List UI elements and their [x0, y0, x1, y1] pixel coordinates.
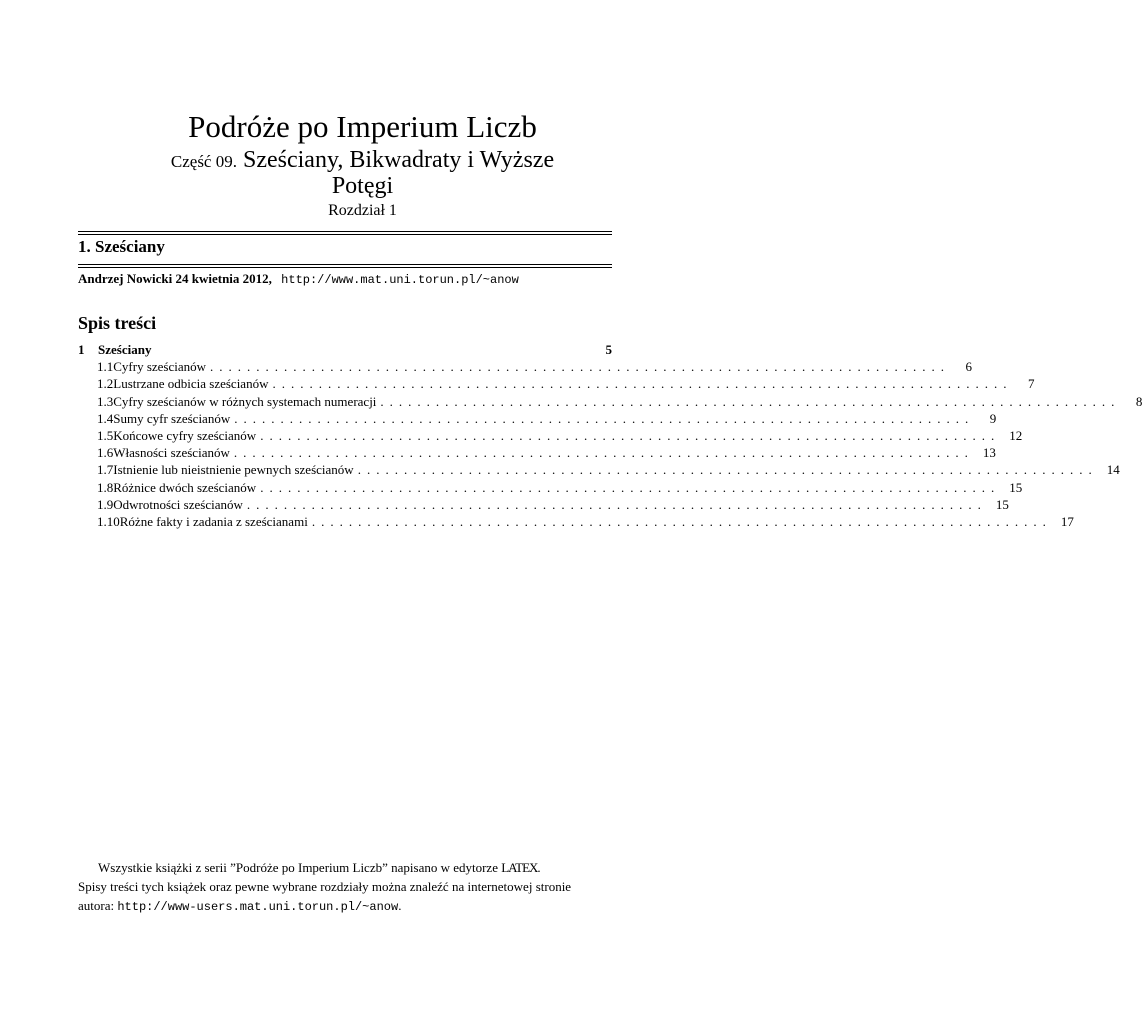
toc-entry-main[interactable] [78, 341, 612, 358]
footer-text-1: Wszystkie książki z serii ”Podróże po Imperium Liczb” napisano w edytorze [98, 860, 498, 875]
toc-entry-number: 1.3 [97, 393, 114, 409]
footer-author-label: autora: [78, 898, 115, 913]
toc-entry[interactable] [78, 375, 1035, 392]
mid-rule-2 [78, 267, 612, 268]
toc-leader-dots: ................................................................................ [260, 427, 1001, 443]
toc-entry[interactable] [78, 479, 1023, 496]
toc-entry-page: 9 [989, 410, 997, 426]
toc-entry-page: 15 [1009, 479, 1023, 495]
toc-entry-number: 1.6 [97, 445, 114, 461]
toc-entry-page: 8 [1135, 393, 1142, 409]
document-title: Podróże po Imperium Liczb [188, 109, 537, 144]
toc-entry-page: 14 [1106, 462, 1120, 478]
toc-entry[interactable] [78, 496, 1009, 513]
footer-note [78, 858, 618, 917]
toc-entry[interactable] [78, 461, 1120, 478]
toc-entry-label: Końcowe cyfry sześcianów [113, 427, 257, 443]
section-title: 1. Sześciany [78, 237, 165, 256]
toc-heading: Spis treści [78, 313, 157, 333]
toc-leader-dots: ................................................................................ [210, 359, 951, 375]
toc-entry[interactable] [78, 444, 996, 461]
toc-leader-dots: ................................................................................ [260, 479, 1001, 495]
toc-entry-label: Cyfry sześcianów [113, 359, 207, 375]
part-prefix: Część 09. [170, 152, 237, 171]
table-of-contents [78, 341, 1142, 530]
toc-leader-dots: ................................................................................ [311, 513, 1052, 529]
top-rule-1 [78, 231, 612, 232]
top-rule-2 [78, 234, 612, 235]
toc-entry-number: 1.7 [97, 462, 114, 478]
toc-leader-dots: ................................................................................ [246, 496, 987, 512]
toc-entry-number: 1.8 [97, 479, 114, 495]
toc-entry-number: 1.10 [97, 513, 120, 529]
toc-entry-page: 13 [982, 445, 996, 461]
part-title [0, 148, 725, 199]
toc-leader-dots: ................................................................................ [380, 393, 1121, 409]
toc-entry-page: 7 [1027, 376, 1035, 392]
toc-entry[interactable] [78, 393, 1142, 410]
footer-url-link[interactable]: http://www-users.mat.uni.torun.pl/~anow [117, 900, 399, 914]
footer-line-3 [78, 896, 618, 917]
toc-entry[interactable] [78, 513, 1074, 530]
toc-entry[interactable] [78, 427, 1023, 444]
toc-entry-page: 15 [995, 496, 1009, 512]
part-title-line2: Potęgi [331, 173, 394, 199]
toc-entry-number: 1.9 [97, 496, 114, 512]
toc-entry-number: 1.1 [97, 359, 114, 375]
toc-entry-page: 6 [965, 359, 973, 375]
toc-entry-label: Istnienie lub nieistnienie pewnych sześcianów [113, 462, 354, 478]
author-url-link[interactable]: http://www.mat.uni.torun.pl/~anow [281, 273, 519, 287]
mid-rule-1 [78, 264, 612, 265]
toc-entry[interactable] [78, 410, 997, 427]
toc-entry-label: Różnice dwóch sześcianów [113, 479, 257, 495]
toc-leader-dots: ................................................................................ [234, 410, 975, 426]
footer-period: . [398, 898, 402, 913]
chapter-label: Rozdział 1 [328, 202, 397, 219]
toc-entry-label: Sześciany [98, 342, 152, 357]
toc-entry-number: 1 [78, 342, 85, 357]
toc-leader-dots: ................................................................................ [233, 445, 974, 461]
toc-entry-number: 1.5 [97, 427, 114, 443]
toc-entry[interactable] [78, 358, 973, 375]
toc-entry-number: 1.2 [97, 376, 114, 392]
toc-leader-dots: ................................................................................ [272, 376, 1013, 392]
author-date: Andrzej Nowicki 24 kwietnia 2012, [78, 271, 272, 286]
toc-entry-page: 12 [1009, 427, 1023, 443]
toc-leader-dots: ................................................................................ [357, 462, 1098, 478]
toc-entry-label: Lustrzane odbicia sześcianów [113, 376, 269, 392]
toc-entry-page: 17 [1060, 513, 1074, 529]
author-line [78, 270, 519, 289]
latex-logo: LATEX. [501, 860, 540, 875]
toc-entry-number: 1.4 [97, 410, 114, 426]
toc-entry-label: Odwrotności sześcianów [113, 496, 243, 512]
footer-line-2: Spisy treści tych książek oraz pewne wybrane rozdziały można znaleźć na internetowej stronie [78, 879, 572, 894]
toc-entry-label: Różne fakty i zadania z sześcianami [119, 513, 308, 529]
footer-line-1 [78, 858, 618, 877]
toc-entry-label: Cyfry sześcianów w różnych systemach numeracji [113, 393, 377, 409]
toc-entry-page: 5 [605, 342, 612, 357]
toc-entry-label: Sumy cyfr sześcianów [113, 410, 231, 426]
part-title-line1: Sześciany, Bikwadraty i Wyższe [242, 147, 555, 173]
toc-entry-label: Własności sześcianów [113, 445, 230, 461]
